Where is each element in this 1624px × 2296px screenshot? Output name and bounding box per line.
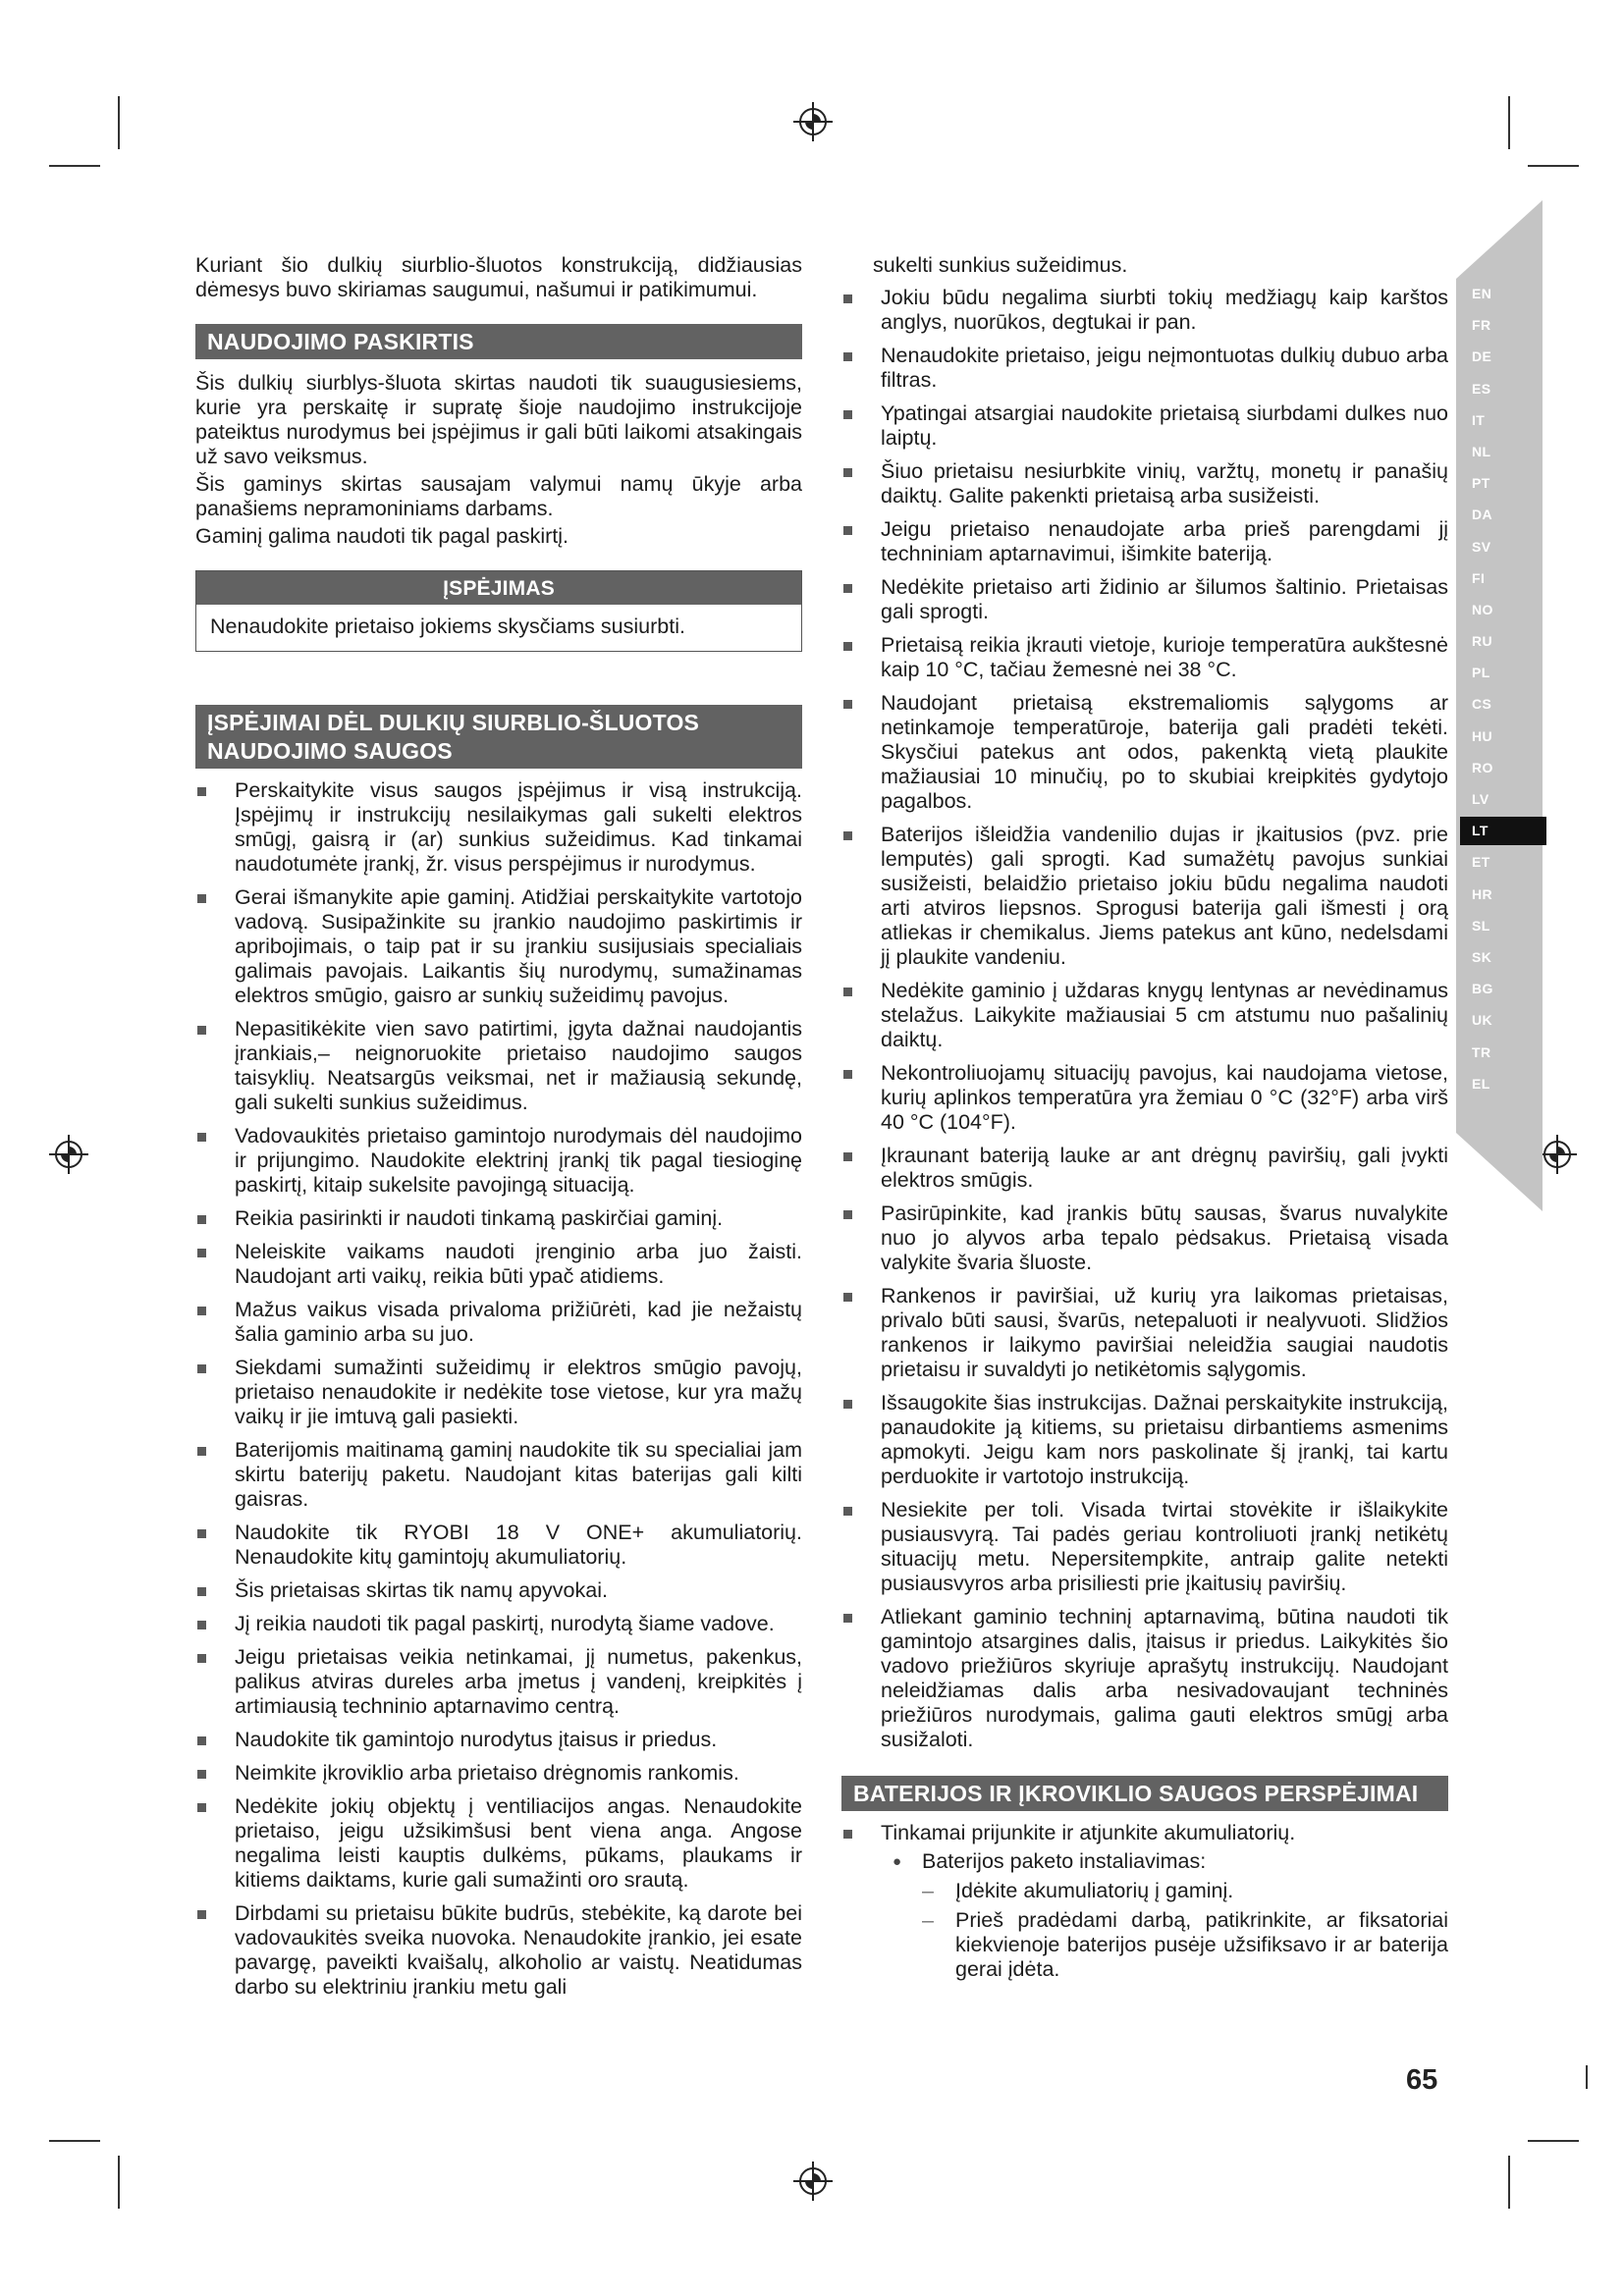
- list-item: Naudokite tik RYOBI 18 V ONE+ akumuliatorių. Nenaudokite kitų gamintojų akumuliatorių.: [195, 1521, 802, 1570]
- language-tab-es: ES: [1472, 380, 1491, 397]
- list-item: Nedėkite gaminio į uždaras knygų lentynas ar nevėdinamus stelažus. Laikykite mažiausiai 5 cm atstumu nuo pašalinių daiktų.: [841, 979, 1448, 1052]
- crop-mark: [1508, 96, 1510, 149]
- list-item: Ypatingai atsargiai naudokite prietaisą siurbdami dulkes nuo laiptų.: [841, 401, 1448, 451]
- usage-paragraph: Gaminį galima naudoti tik pagal paskirtį.: [195, 524, 569, 548]
- crop-mark: [49, 2140, 100, 2142]
- crop-mark: [118, 2156, 120, 2209]
- safety-list-continued: [841, 286, 1448, 1752]
- crop-mark: [1586, 2065, 1588, 2089]
- list-item: Siekdami sumažinti sužeidimų ir elektros smūgio pavojų, prietaiso nenaudokite ir nedėkite tose vietose, kur yra mažų vaikų ir jie imtuvą gali pasiekti.: [195, 1356, 802, 1429]
- language-tab-nl: NL: [1472, 443, 1491, 459]
- right-column: [841, 253, 1448, 1991]
- list-item: Šiuo prietaisu nesiurbkite vinių, varžtų, monetų ir panašių daiktų. Galite pakenkti prietaisą arba susižeisti.: [841, 459, 1448, 508]
- list-item: Baterijomis maitinamą gaminį naudokite tik su specialiai jam skirtu baterijų paketu. Naudojant kitas baterijas gali kilti gaisras.: [195, 1438, 802, 1512]
- list-item: Reikia pasirinkti ir naudoti tinkamą paskirčiai gaminį.: [195, 1206, 802, 1231]
- language-tab-sv: SV: [1472, 538, 1491, 555]
- crop-mark: [118, 96, 120, 149]
- registration-mark-icon: [791, 2160, 835, 2203]
- list-item: Nenaudokite prietaiso, jeigu neįmontuotas dulkių dubuo arba filtras.: [841, 344, 1448, 393]
- list-item: Jeigu prietaiso nenaudojate arba prieš parengdami jį techniniam aptarnavimui, išimkite bateriją.: [841, 517, 1448, 566]
- language-tab-cs: CS: [1472, 696, 1492, 713]
- language-tab-pl: PL: [1472, 665, 1490, 681]
- crop-mark: [1508, 2156, 1510, 2209]
- language-tab-sl: SL: [1472, 917, 1490, 934]
- list-item: Nesiekite per toli. Visada tvirtai stovėkite ir išlaikykite pusiausvyrą. Tai padės geriau kontroliuoti įrankį netikėtų situacijų metu. Nepersitempkite, antraip galite netekti pusiausvyros arba prisiliesti prie įkaitusių paviršių.: [841, 1498, 1448, 1596]
- list-item: Išsaugokite šias instrukcijas. Dažnai perskaitykite instrukciją, panaudokite ją kitiems, su prietaisu dirbantiems asmenims apmokyti. Jeigu kam nors paskolinate šį įrankį, tai kartu perduokite ir vartotojo instrukciją.: [841, 1391, 1448, 1489]
- language-tab-tr: TR: [1472, 1043, 1491, 1060]
- list-item: Jeigu prietaisas veikia netinkamai, jį numetus, pakenkus, palikus atviras dureles arba įmetus į vandenį, kreipkitės į artimiausią techninio aptarnavimo centrą.: [195, 1645, 802, 1719]
- usage-heading: NAUDOJIMO PASKIRTIS: [195, 324, 802, 359]
- registration-mark-icon: [791, 100, 835, 143]
- list-item: Nedėkite jokių objektų į ventiliacijos angas. Nenaudokite prietaiso, jeigu užsikimšusi bent viena anga. Angose negalima leisti kauptis dulkėms, pūkams, plaukams ir kitiems daiktams, kurie gali sumažinti oro srautą.: [195, 1794, 802, 1893]
- language-tab-fr: FR: [1472, 317, 1491, 334]
- language-tab-hu: HU: [1472, 727, 1493, 744]
- continuation-text: sukelti sunkius sužeidimus.: [873, 253, 1128, 277]
- safety-heading: ĮSPĖJIMAI DĖL DULKIŲ SIURBLIO-ŠLUOTOS NAUDOJIMO SAUGOS: [195, 705, 802, 769]
- list-item: Rankenos ir paviršiai, už kurių yra laikomas prietaisas, privalo būti sausi, švarūs, netepaluoti ir nealyvuoti. Slidžios rankenos ir laikymo paviršiai neleidžia saugiai naudotis prietaisu ir suvaldyti jo netikėtomis sąlygomis.: [841, 1284, 1448, 1382]
- language-tab-lv: LV: [1472, 791, 1489, 807]
- list-item: Jį reikia naudoti tik pagal paskirtį, nurodytą šiame vadove.: [195, 1612, 802, 1636]
- language-tab-lt: LT: [1460, 817, 1546, 845]
- battery-item-text: Tinkamai prijunkite ir atjunkite akumuliatorių.: [881, 1821, 1296, 1844]
- crop-mark: [1528, 2140, 1579, 2142]
- warning-title: ĮSPĖJIMAS: [196, 571, 801, 605]
- language-tab-sk: SK: [1472, 948, 1492, 965]
- step-item: – Prieš pradėdami darbą, patikrinkite, ar fiksatoriai kiekvienoje baterijos pusėje užsifiksavo ir ar baterija gerai įdėta.: [841, 1908, 1448, 1982]
- language-tab-ro: RO: [1472, 759, 1493, 775]
- language-tab-en: EN: [1472, 286, 1492, 301]
- language-tab-hr: HR: [1472, 885, 1493, 902]
- language-tab-bg: BG: [1472, 981, 1493, 997]
- registration-mark-icon: [47, 1133, 90, 1176]
- list-item: Naudokite tik gamintojo nurodytus įtaisus ir priedus.: [195, 1728, 802, 1752]
- list-item: Nekontroliuojamų situacijų pavojus, kai naudojama vietose, kurių aplinkos temperatūra yra žemiau 0 °C (32°F) arba virš 40 °C (104°F).: [841, 1061, 1448, 1135]
- list-item: Nedėkite prietaiso arti židinio ar šilumos šaltinio. Prietaisas gali sprogti.: [841, 575, 1448, 624]
- list-item: Mažus vaikus visada privaloma prižiūrėti, kad jie nežaistų šalia gaminio arba su juo.: [195, 1298, 802, 1347]
- usage-paragraph: Šis gaminys skirtas sausajam valymui namų ūkyje arba panašiems nepramoniniams darbams.: [195, 472, 802, 520]
- list-item: Neimkite įkroviklio arba prietaiso drėgnomis rankomis.: [195, 1761, 802, 1786]
- list-item: Perskaitykite visus saugos įspėjimus ir visą instrukciją. Įspėjimų ir instrukcijų nesilaikymas gali sukelti elektros smūgį, gaisrą ir (ar) sunkius sužeidimus. Kad tinkamai naudotumėte įrankį, žr. visus perspėjimus ir nurodymus.: [195, 778, 802, 877]
- list-item: Prietaisą reikia įkrauti vietoje, kurioje temperatūra aukštesnė kaip 10 °C, tačiau žemesnė nei 38 °C.: [841, 633, 1448, 682]
- list-item: Neleiskite vaikams naudoti įrenginio arba juo žaisti. Naudojant arti vaikų, reikia būti ypač atidiems.: [195, 1240, 802, 1289]
- safety-list: [195, 778, 802, 2000]
- usage-paragraph: Šis dulkių siurblys-šluota skirtas naudoti tik suaugusiesiems, kurie yra perskaitę ir supratę šioje naudojimo instrukcijoje pateiktus nurodymus bei įspėjimus ir gali būti laikomi atsakingais už savo veiksmus.: [195, 371, 802, 468]
- crop-mark: [49, 165, 100, 167]
- language-tab-ru: RU: [1472, 633, 1493, 650]
- language-tab-de: DE: [1472, 348, 1492, 365]
- language-tab-et: ET: [1472, 854, 1490, 871]
- warning-text: Nenaudokite prietaiso jokiems skysčiams susiurbti.: [210, 614, 685, 638]
- intro-paragraph: Kuriant šio dulkių siurblio-šluotos konstrukciją, didžiausias dėmesys buvo skiriamas saugumui, našumui ir patikimumui.: [195, 253, 802, 301]
- list-item: Nepasitikėkite vien savo patirtimi, įgyta dažnai naudojantis įrankiais,– neignoruokite prietaiso naudojimo saugos taisyklių. Neatsargūs veiksmai, net ir mažiausią sekundę, gali sukelti sunkius sužeidimus.: [195, 1017, 802, 1115]
- language-tab-el: EL: [1472, 1075, 1490, 1092]
- language-tab-pt: PT: [1472, 475, 1490, 492]
- warning-box: [195, 570, 802, 652]
- left-column: [195, 253, 802, 2008]
- list-item: Vadovaukitės prietaiso gamintojo nurodymais dėl naudojimo ir prijungimo. Naudokite elektrinį įrankį tik pagal tiesioginę paskirtį, kitaip sukelsite pavojingą situaciją.: [195, 1124, 802, 1198]
- list-item: Dirbdami su prietaisu būkite budrūs, stebėkite, ką darote bei vadovaukitės sveika nuovoka. Nenaudokite įrankio, jei esate pavargę, paveikti kvaišalų, alkoholio ar vaistų. Neatidumas darbo su elektriniu įrankiu metu gali: [195, 1901, 802, 2000]
- page-number: 65: [1406, 2064, 1438, 2096]
- battery-sublist: [841, 1849, 1448, 1982]
- list-item: Įkraunant bateriją lauke ar ant drėgnų paviršių, gali įvykti elektros smūgis.: [841, 1144, 1448, 1193]
- language-tab-da: DA: [1472, 507, 1493, 523]
- language-tabs: [1460, 280, 1546, 1101]
- list-item: Šis prietaisas skirtas tik namų apyvokai.: [195, 1578, 802, 1603]
- list-item: Baterijos išleidžia vandenilio dujas ir įkaitusios (pvz. prie lemputės) gali sprogti. Kad sumažėtų pavojus sunkiai susižeisti, belaidžio prietaiso jokiu būdu negalima naudoti arti atviros liepsnos. Sprogusi baterija gali išmesti į orą atliekas ir chemikalus. Jiems patekus ant kūno, nedelsdami jį plaukite vandeniu.: [841, 823, 1448, 970]
- language-tab-fi: FI: [1472, 569, 1486, 586]
- language-tab-no: NO: [1472, 601, 1493, 617]
- battery-list: [841, 1821, 1448, 1982]
- crop-mark: [1528, 165, 1579, 167]
- battery-heading: BATERIJOS IR ĮKROVIKLIO SAUGOS PERSPĖJIMAI: [841, 1776, 1448, 1811]
- list-item: Atliekant gaminio techninį aptarnavimą, būtina naudoti tik gamintojo atsargines dalis, įtaisus ir priedus. Laikykitės šio vadovo priežiūros skyriuje aprašytų instrukcijų. Naudojant neleidžiamas dalis arba nesivadovaujant techninės priežiūros nurodymais, galima gauti elektros smūgį arba susižaloti.: [841, 1605, 1448, 1752]
- step-item: – Įdėkite akumuliatorių į gaminį.: [841, 1879, 1448, 1903]
- list-item: Naudojant prietaisą ekstremaliomis sąlygoms ar netinkamoje temperatūroje, baterija gali pradėti tekėti. Skysčiui patekus ant odos, pakenktą vietą plaukite mažiausiai 10 minučių, po to skubiai kreipkitės gydytojo pagalbos.: [841, 691, 1448, 814]
- list-item: [841, 1821, 1448, 1982]
- sub-list-item: ● Baterijos paketo instaliavimas:: [841, 1849, 1448, 1874]
- list-item: Pasirūpinkite, kad įrankis būtų sausas, švarus nuvalykite nuo jo alyvos arba tepalo pėdsakus. Prietaisą visada valykite švaria šluoste.: [841, 1201, 1448, 1275]
- list-item: Jokiu būdu negalima siurbti tokių medžiagų kaip karštos anglys, nuorūkos, degtukai ir pan.: [841, 286, 1448, 335]
- language-tab-it: IT: [1472, 411, 1486, 428]
- language-tab-uk: UK: [1472, 1012, 1493, 1029]
- list-item: Gerai išmanykite apie gaminį. Atidžiai perskaitykite vartotojo vadovą. Susipažinkite su įrankio naudojimo paskirtimis ir apribojimais, o taip pat ir su įrankiu susijusiais specialiais galimais pavojais. Laikantis šių nurodymų, sumažinamas elektros smūgio, gaisro ar sunkių sužeidimų pavojus.: [195, 885, 802, 1008]
